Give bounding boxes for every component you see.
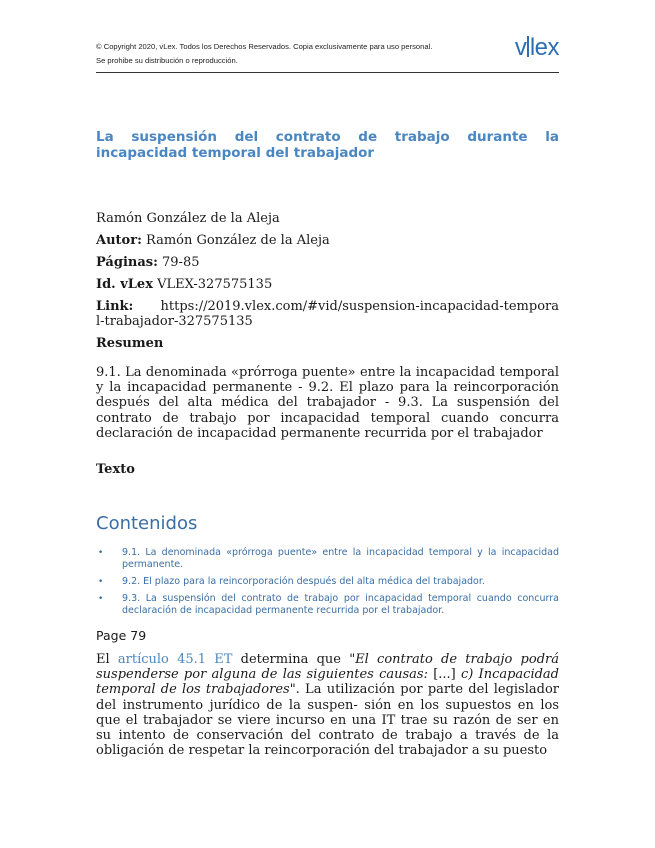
quote-italic-1: El contrato de trabajo podrá suspenderse por alguna de las siguientes causas: xyxy=(96,652,559,683)
article-link[interactable]: artículo 45.1 ET xyxy=(117,652,233,667)
logo-lex: lex xyxy=(529,34,559,61)
toc-item-9-3[interactable] xyxy=(96,593,559,617)
toc-item-9-1[interactable] xyxy=(96,547,559,571)
page-header xyxy=(96,34,559,73)
resumen-heading xyxy=(96,336,559,351)
id-value: VLEX-327575135 xyxy=(157,277,273,292)
id-row xyxy=(96,277,559,292)
texto-heading xyxy=(96,462,559,477)
toc-item-9-2[interactable] xyxy=(96,576,559,588)
toc-item-label: 9.3. La suspensión del contrato de trabajo por incapacidad temporal cuando concurra declaración de incapacidad permanente recurrida por el trabajador. xyxy=(122,593,559,616)
body-text-c: ". La utilización por parte del legislador del instrumento jurídico de la suspen- sión en los supuestos en los que el trabajador se viere incurso en una IT trae su razón de ser en su intento de conservación del contrato de trabajo a través de la obligación de respetar la reincorporación del trabajador a su puesto xyxy=(96,682,559,759)
bullet-icon: • xyxy=(98,548,104,558)
body-paragraph xyxy=(96,652,559,758)
bullet-icon: • xyxy=(98,577,104,587)
id-label: Id. vLex xyxy=(96,277,153,292)
pages-label: Páginas: xyxy=(96,255,158,270)
author-row xyxy=(96,233,559,248)
pages-row xyxy=(96,255,559,270)
link-value[interactable]: https://2019.vlex.com/#vid/suspension-incapacidad-temporal-trabajador-327575135 xyxy=(96,299,559,329)
link-label: Link: xyxy=(96,299,134,314)
document-title: La suspensión del contrato de trabajo durante la incapacidad temporal del trabajador xyxy=(96,129,559,161)
logo-v: v xyxy=(514,34,527,61)
toc-item-label: 9.2. El plazo para la reincorporación después del alta médica del trabajador. xyxy=(122,576,485,587)
quote-ellipsis: [...] xyxy=(433,667,456,683)
toc-item-label: 9.1. La denominada «prórroga puente» entre la incapacidad temporal y la incapacidad permanente. xyxy=(122,547,559,570)
bullet-icon: • xyxy=(98,594,104,604)
vlex-logo xyxy=(515,34,559,62)
table-of-contents xyxy=(96,547,559,622)
logo-bar xyxy=(527,36,529,57)
body-text-b: determina que " xyxy=(232,652,356,667)
page-number-label: Page 79 xyxy=(96,628,147,643)
link-row xyxy=(96,299,559,329)
copyright-line-2: Se prohibe su distribución o reproducción. xyxy=(96,56,238,65)
copyright-line-1: © Copyright 2020, vLex. Todos los Derechos Reservados. Copia exclusivamente para uso personal. xyxy=(96,42,433,51)
pages-value: 79-85 xyxy=(162,255,200,270)
contents-heading: Contenidos xyxy=(96,513,198,534)
author-plain: Ramón González de la Aleja xyxy=(96,211,280,226)
author-value: Ramón González de la Aleja xyxy=(146,233,330,248)
body-text-a: El xyxy=(96,652,118,667)
quote-italic-2: c) Incapacidad temporal de los trabajadores xyxy=(96,667,560,698)
author-label: Autor: xyxy=(96,233,142,248)
abstract-text: 9.1. La denominada «prórroga puente» entre la incapacidad temporal y la incapacidad permanente - 9.2. El plazo para la reincorporación después del alta médica del trabajador - 9.3. La suspensión del contrato de trabajo por incapacidad temporal cuando concurra declaración de incapacidad permanente recurrida por el trabajador xyxy=(96,365,559,441)
texto-label: Texto xyxy=(96,462,135,477)
resumen-label: Resumen xyxy=(96,336,164,351)
